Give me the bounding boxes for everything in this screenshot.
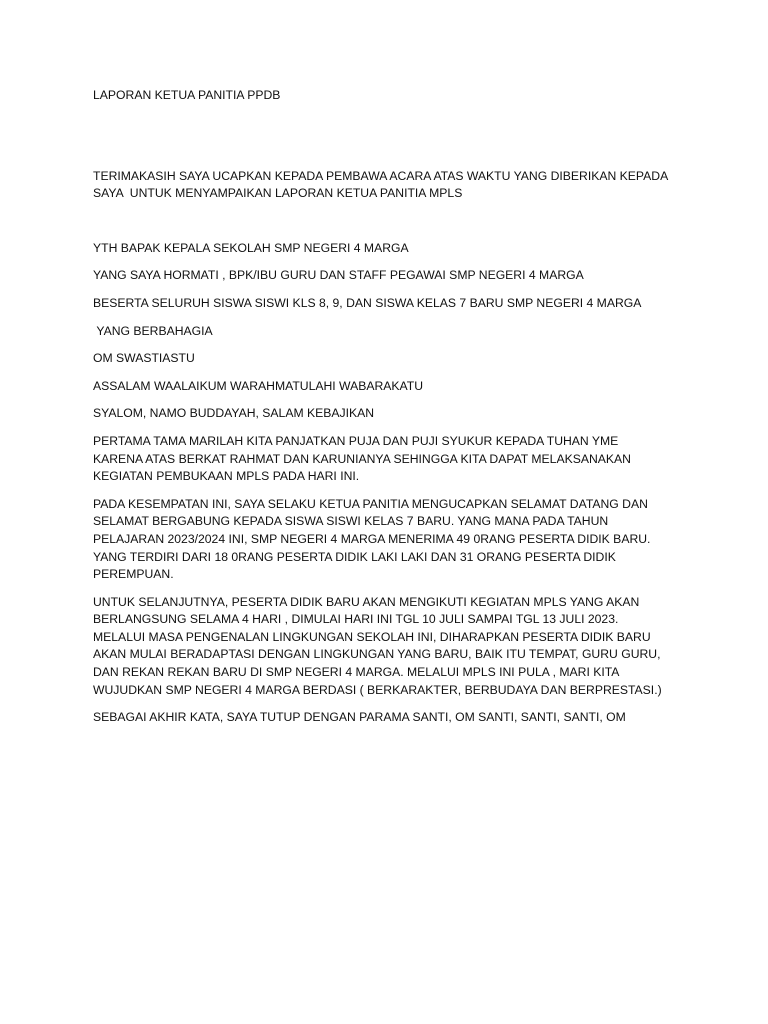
salutation-principal: YTH BAPAK KEPALA SEKOLAH SMP NEGERI 4 MARGA xyxy=(93,240,409,255)
closing-paragraph: SEBAGAI AKHIR KATA, SAYA TUTUP DENGAN PARAMA SANTI, OM SANTI, SANTI, SANTI, OM xyxy=(93,710,626,725)
intro-paragraph: TERIMAKASIH SAYA UCAPKAN KEPADA PEMBAWA ACARA ATAS WAKTU YANG DIBERIKAN KEPADA SAYA UNTUK MENYAMPAIKAN LAPORAN KETUA PANITIA MPLS xyxy=(93,168,671,201)
salutation-teachers: YANG SAYA HORMATI , BPK/IBU GURU DAN STAFF PEGAWAI SMP NEGERI 4 MARGA xyxy=(93,268,584,283)
document-title: LAPORAN KETUA PANITIA PPDB xyxy=(93,88,281,102)
greeting-hindu: OM SWASTIASTU xyxy=(93,351,195,366)
greeting-others: SYALOM, NAMO BUDDAYAH, SALAM KEBAJIKAN xyxy=(93,406,375,421)
salutation-students: BESERTA SELURUH SISWA SISWI KLS 8, 9, DAN SISWA KELAS 7 BARU SMP NEGERI 4 MARGA xyxy=(93,295,642,310)
document-body xyxy=(93,87,673,737)
gratitude-paragraph: PERTAMA TAMA MARILAH KITA PANJATKAN PUJA DAN PUJI SYUKUR KEPADA TUHAN YME KARENA ATAS BERKAT RAHMAT DAN KARUNIANYA SEHINGGA KITA DAPAT MELAKSANAKAN KEGIATAN PEMBUKAAN MPLS PADA HARI INI. xyxy=(93,433,635,484)
mpls-paragraph: UNTUK SELANJUTNYA, PESERTA DIDIK BARU AKAN MENGIKUTI KEGIATAN MPLS YANG AKAN BERLANGSUNG SELAMA 4 HARI , DIMULAI HARI INI TGL 10 JULI SAMPAI TGL 13 JULI 2023. MELALUI MASA PENGENALAN LINGKUNGAN SEKOLAH INI, DIHARAPKAN PESERTA DIDIK BARU AKAN MULAI BERADAPTASI DENGAN LINGKUNGAN YANG BARU, BAIK ITU TEMPAT, GURU GURU, DAN REKAN REKAN BARU DI SMP NEGERI 4 MARGA. MELALUI MPLS INI PULA , MARI KITA WUJUDKAN SMP NEGERI 4 MARGA BERDASI ( BERKARAKTER, BERBUDAYA DAN BERPRESTASI.) xyxy=(93,594,664,697)
welcome-paragraph: PADA KESEMPATAN INI, SAYA SELAKU KETUA PANITIA MENGUCAPKAN SELAMAT DATANG DAN SELAMAT BERGABUNG KEPADA SISWA SISWI KELAS 7 BARU. YANG MANA PADA TAHUN PELAJARAN 2023/2024 INI, SMP NEGERI 4 MARGA MENERIMA 49 0RANG PESERTA DIDIK BARU. YANG TERDIRI DARI 18 0RANG PESERTA DIDIK LAKI LAKI DAN 31 ORANG PESERTA DIDIK PEREMPUAN. xyxy=(93,496,654,582)
salutation-closing: YANG BERBAHAGIA xyxy=(93,323,213,338)
greeting-islam: ASSALAM WAALAIKUM WARAHMATULAHI WABARAKATU xyxy=(93,378,424,393)
